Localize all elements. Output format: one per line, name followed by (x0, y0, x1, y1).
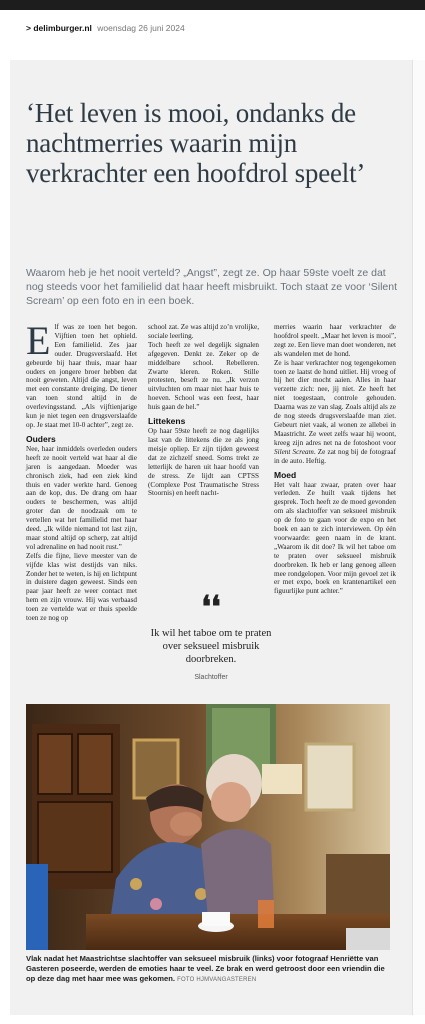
quote-mark-icon: ❛❛ (201, 591, 221, 624)
caption-text: Vlak nadat het Maastrichtse slachtoffer van seksueel misbruik (links) voor fotograaf Henriëtte van Gasteren poseerde, werden de emoties haar te veel. Ze brak en werd getroost door een vriendin die op deze dag met haar mee was gekomen. (26, 954, 385, 983)
article-column-1 (26, 318, 137, 623)
pull-quote-text: Ik wil het taboe om te praten over seksueel misbruik doorbreken. (150, 628, 272, 665)
book-title: Silent Scream (274, 447, 314, 456)
article-column-2 (148, 323, 259, 498)
publication-date: woensdag 26 juni 2024 (97, 23, 185, 33)
paragraph: Op haar 59ste heeft ze nog dagelijks last van de littekens die ze als jong meisje opliep. Er zijn tijden geweest dat ze zichzelf sneed. Soms trekt ze letterlijk de haren uit haar hoofd van de stress. Ze lijdt aan CPTSS (Complexe Post Traumatische Stress Stoornis) en heeft nacht- (148, 427, 259, 498)
paragraph: Zelfs die fijne, lieve meester van de vijfde klas wist destijds van niks. Zonder het te weten, is hij en lichtpunt in duistere dagen geweest. Sinds een paar jaar heeft ze weer contact met hem en zijn vrouw. Hij was verbaasd toen ze vertelde wat er thuis speelde toen ze nog op (26, 551, 137, 623)
paragraph: school zat. Ze was altijd zo’n vrolijke, sociale leerling. (148, 323, 259, 340)
subheading-moed: Moed (274, 469, 297, 480)
paragraph: Toch heeft ze wel degelijk signalen afgegeven. Denkt ze. Zeker op de middelbare school. Rebelleren. Zwarte kleren. Roken. Stille protesten, beseft ze nu. „Ik verzon uitvluchten om maar niet haar huis te hoeven. School was een feest, haar huis gaan de hel.” (148, 340, 259, 412)
paragraph: lf was ze toen het begon. Vijftien toen het ophield. Een familielid. Zes jaar ouder. Drugsverslaafd. Het gebeurde bij haar thuis, maar haar ouders en jongere broer hebben dat nooit geweten. Altijd die angst, leven met een constante dreiging. De tiener van toen stond altijd in de overlevingsstand. „Als vijftienjarige kun je niet tegen een drugsverslaafde op. Je staat met 10-0 achter”, zegt ze. (26, 323, 137, 429)
photo-illustration (26, 704, 390, 950)
pull-quote-source: Slachtoffer (194, 674, 228, 681)
top-bar (0, 0, 425, 10)
pull-quote (148, 591, 274, 681)
site-name[interactable]: > delimburger.nl (26, 23, 92, 33)
subheading-ouders: Ouders (26, 433, 56, 444)
article-headline: ‘Het leven is mooi, ondanks de nachtmerries waarin mijn verkrachter een hoofdrol speelt’ (26, 98, 366, 188)
paragraph: Het valt haar zwaar, praten over haar verleden. Ze huilt vaak tijdens het gesprek. Toch heeft ze de moed gevonden om als slachtoffer van seksueel misbruik op de foto te gaan voor de expo en het boek en aan te zich interviewen. Op één voorwaarde: geen naam in de krant. „Waarom ik dit doe? Ik wil het taboe om te praten over seksueel misbruik doorbreken. Ik heb er lang genoeg alleen mee rondgelopen. Voor mijn gevoel zet ik er met expo, boek en krantenartikel een figuurlijke punt achter.” (274, 480, 396, 596)
article-column-3 (274, 323, 396, 596)
paragraph: Nee, haar inmiddels overleden ouders heeft ze nooit verteld wat haar al die jaren is aangedaan. Moeder was chronisch ziek, had een ziek kind thuis en vader werkte hard. Genoeg aan de kop, dus. De drang om haar ouders te beschermen, was altijd groter dan de noodzaak om te vertellen wat het familielid met haar deed. „Ik wilde niemand tot last zijn, maar stond altijd op scherp, zat altijd vol adrenaline en had nooit rust.” (26, 444, 137, 551)
photo-caption (26, 954, 396, 985)
subheading-littekens: Littekens (148, 416, 186, 427)
drop-cap: E (26, 318, 51, 363)
article-intro: Waarom heb je het nooit verteld? „Angst”, zegt ze. Op haar 59ste voelt ze dat nog steeds voor het familielid dat haar heeft misbruikt. Toch staat ze voor ‘Silent Scream’ op een foto en in een boek. (26, 267, 398, 307)
article-photo (26, 704, 390, 950)
paragraph: merries waarin haar verkrachter de hoofdrol speelt. „Maar het leven is mooi”, zegt ze. Een lieve man doet wonderen, net als wandelen met de hond. (274, 323, 396, 358)
page-edge (413, 60, 425, 1015)
paragraph: Ze is haar verkrachter nog tegengekomen toen ze laatst de hond uitliet. Hij vroeg of hij het dier mocht aaien. Alles in haar verzette zich: nee, jij niet. Ze heeft het niet toegestaan, controle gehouden. Daarna was ze van slag. Zoals altijd als ze de nog steeds drugsverslaafde man ziet. Gebeurt niet vaak, al wonen ze allebei in Maastricht. Ze weet zelfs waar hij woont, kreeg zijn adres net na de fotoshoot voor Silent Scream. Ze zat nog bij de fotograaf in de auto. Heftig. (274, 358, 396, 465)
masthead (26, 20, 185, 36)
photo-credit: FOTO HJMVANGASTEREN (177, 977, 257, 983)
